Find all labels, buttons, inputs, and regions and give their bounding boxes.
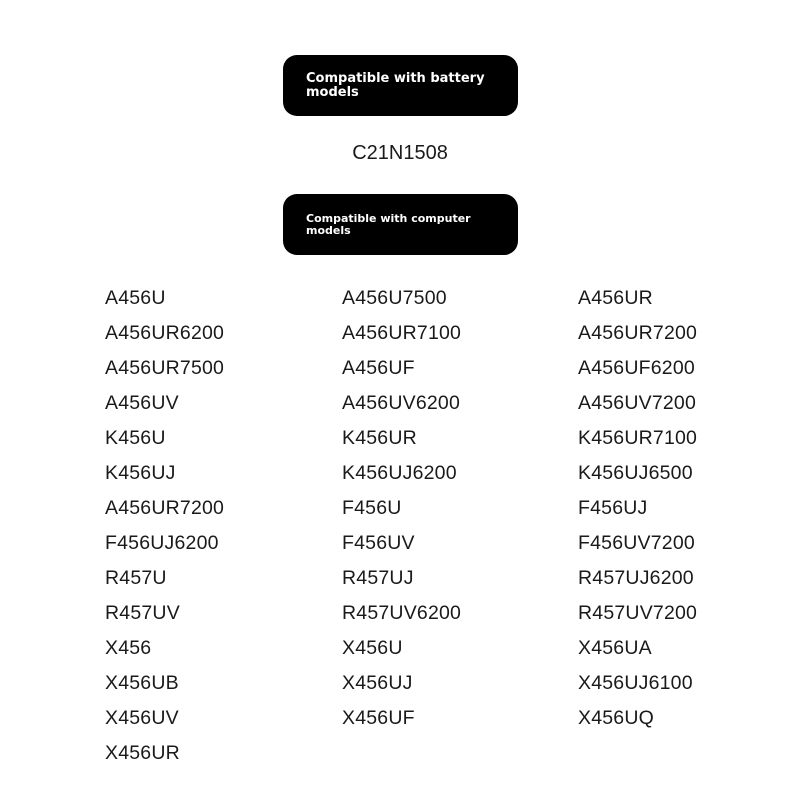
computer-model-item: X456UJ	[342, 672, 413, 694]
computer-model-item: A456UF	[342, 357, 415, 379]
computer-models-list	[105, 284, 738, 774]
computer-model-item: K456UJ6200	[342, 462, 457, 484]
computer-model-item: X456UQ	[578, 707, 654, 729]
computer-model-item: A456U	[105, 287, 166, 309]
computer-model-item: X456UV	[105, 707, 179, 729]
computer-model-item: X456UB	[105, 672, 179, 694]
computer-model-item: A456UV6200	[342, 392, 461, 414]
computer-model-item: F456UV7200	[578, 532, 695, 554]
computer-model-item: R457U	[105, 567, 167, 589]
computer-model-item: A456UR6200	[105, 322, 225, 344]
battery-model-number: C21N1508	[352, 142, 448, 164]
computer-model-item: A456UF6200	[578, 357, 695, 379]
computer-model-item: A456UR7100	[342, 322, 462, 344]
computer-model-item: K456UR	[342, 427, 417, 449]
computer-model-item: X456UA	[578, 637, 652, 659]
battery-models-heading-pill	[283, 55, 518, 116]
computer-model-item: X456UF	[342, 707, 415, 729]
computer-model-item: R457UV	[105, 602, 180, 624]
computer-models-heading: Compatible with computer models	[306, 211, 471, 237]
computer-model-item: X456UJ6100	[578, 672, 693, 694]
computer-model-item: X456	[105, 637, 152, 659]
computer-model-item: A456UR7500	[105, 357, 225, 379]
computer-models-heading-pill	[283, 194, 518, 255]
computer-model-item: R457UV6200	[342, 602, 462, 624]
computer-model-item: A456UV7200	[578, 392, 697, 414]
computer-model-item: R457UJ	[342, 567, 414, 589]
computer-model-item: F456UJ	[578, 497, 648, 519]
computer-model-item: F456U	[342, 497, 402, 519]
computer-model-item: A456UV	[105, 392, 179, 414]
computer-model-item: K456UJ	[105, 462, 176, 484]
computer-model-item: X456U	[342, 637, 403, 659]
computer-model-item: X456UR	[105, 742, 180, 764]
battery-models-heading: Compatible with battery models	[306, 70, 485, 100]
computer-model-item: F456UJ6200	[105, 532, 219, 554]
computer-model-item: A456UR7200	[105, 497, 225, 519]
computer-model-item: K456UR7100	[578, 427, 698, 449]
computer-model-item: A456U7500	[342, 287, 447, 309]
computer-model-item: A456UR	[578, 287, 653, 309]
computer-model-item: K456UJ6500	[578, 462, 693, 484]
computer-model-item: A456UR7200	[578, 322, 698, 344]
computer-model-item: R457UJ6200	[578, 567, 694, 589]
computer-model-item: F456UV	[342, 532, 415, 554]
computer-model-item: R457UV7200	[578, 602, 698, 624]
computer-model-item: K456U	[105, 427, 166, 449]
